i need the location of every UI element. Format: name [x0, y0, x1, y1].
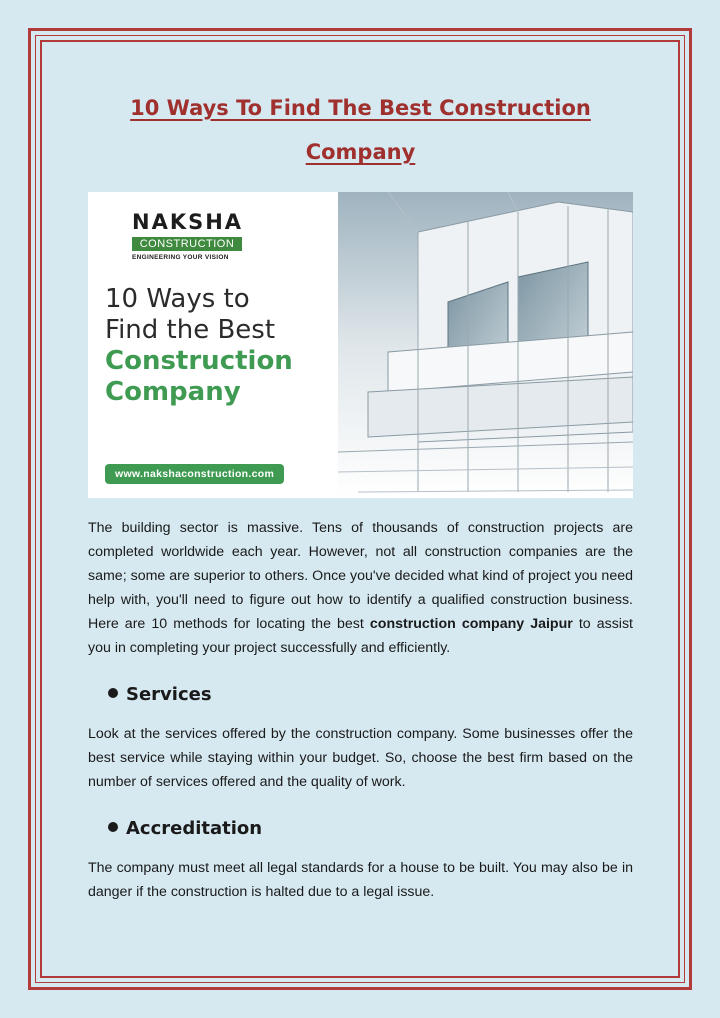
document-body [88, 80, 633, 904]
logo-subtitle: CONSTRUCTION [132, 237, 242, 251]
website-url: www.nakshaconstruction.com [105, 464, 284, 484]
section-heading-text: Accreditation [126, 818, 263, 839]
section-heading-services [108, 682, 633, 708]
section-heading-accreditation [108, 816, 633, 842]
logo-tagline: ENGINEERING YOUR VISION [132, 254, 229, 261]
document-title: 10 Ways To Find The Best Construction Company [130, 96, 591, 164]
hero-line-1: 10 Ways to [105, 284, 250, 314]
hero-line-2: Find the Best [105, 315, 276, 345]
section-heading-text: Services [126, 684, 212, 705]
hero-headline [105, 284, 293, 408]
bullet-icon [108, 822, 118, 832]
intro-bold-link: construction company Jaipur [369, 616, 573, 632]
intro-text-before: The building sector is massive. Tens of thousands of construction projects are completed worldwide each year. However, not all construction companies are the same; some are superior to others. Once you've decided what kind of project you need help with, you'll need to figure out how to identify a qualified construction business. Here are 10 methods for locating the best [88, 520, 633, 632]
section-body-accreditation: The company must meet all legal standards for a house to be built. You may also be in danger if the construction is halted due to a legal issue. [88, 860, 633, 900]
intro-paragraph [88, 516, 633, 660]
company-logo [132, 210, 243, 261]
hero-line-4: Company [105, 377, 241, 407]
section-body-services: Look at the services offered by the construction company. Some businesses offer the best service while staying within your budget. So, choose the best firm based on the number of services offered and the quality of work. [88, 726, 633, 790]
hero-line-3: Construction [105, 346, 293, 376]
bullet-icon [108, 688, 118, 698]
logo-name: NAKSHA [132, 210, 244, 234]
intro-text-after: to assist you in completing your project successfully and efficiently. [88, 616, 633, 656]
hero-image [88, 192, 633, 498]
